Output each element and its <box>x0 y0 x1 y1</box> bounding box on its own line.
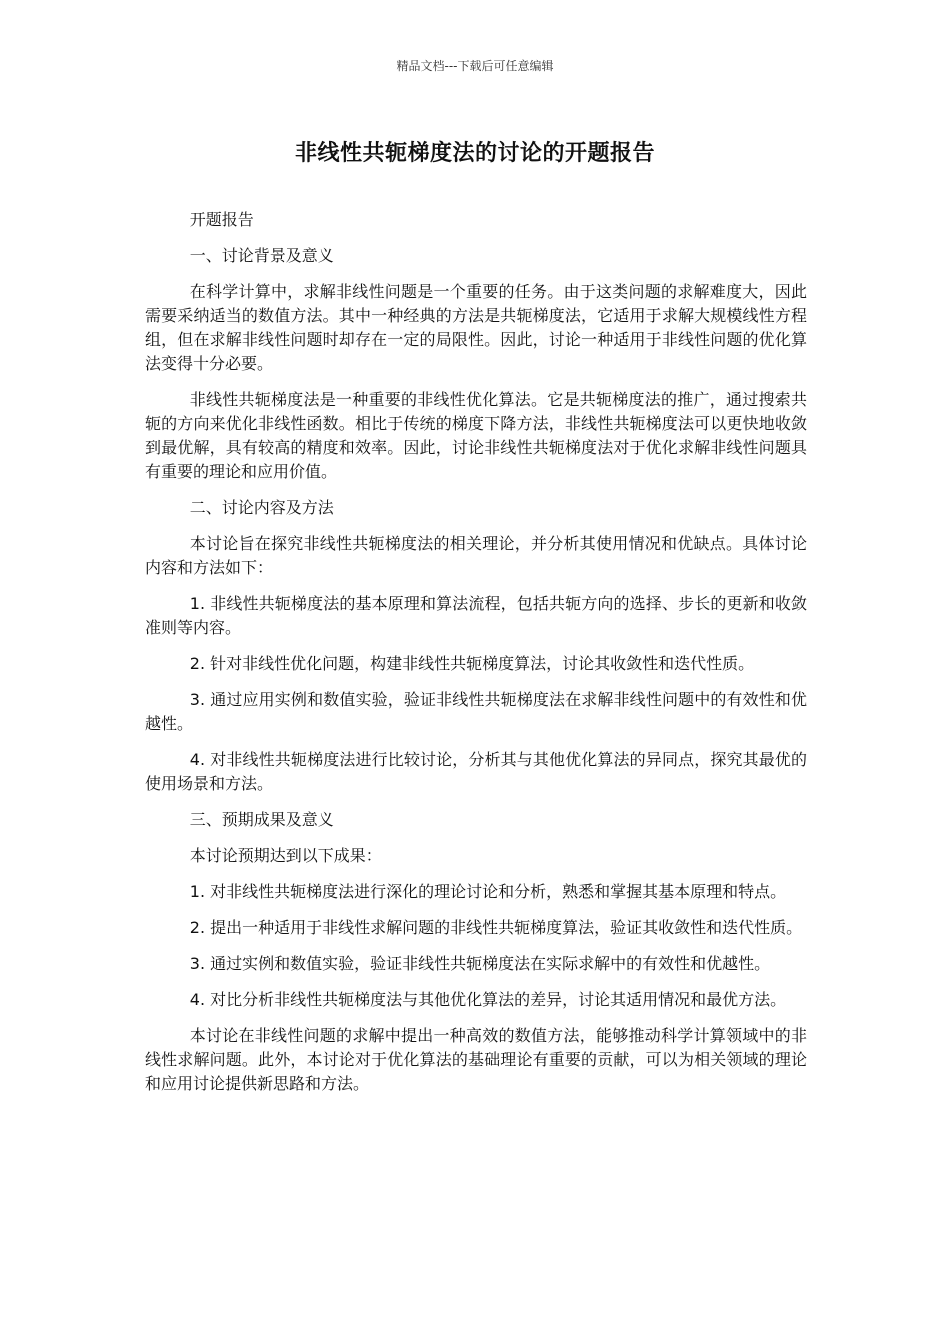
list-item: 4. 对比分析非线性共轭梯度法与其他优化算法的差异，讨论其适用情况和最优方法。 <box>189 990 787 1009</box>
list-item: 2. 提出一种适用于非线性求解问题的非线性共轭梯度算法，验证其收敛性和迭代性质。 <box>189 918 803 937</box>
section-heading-content: 二、讨论内容及方法 <box>189 498 334 517</box>
section-heading-background: 一、讨论背景及意义 <box>189 246 334 265</box>
list-item: 1. 非线性共轭梯度法的基本原理和算法流程，包括共轭方向的选择、步长的更新和收敛准则等内容。 <box>145 594 807 637</box>
paragraph: 非线性共轭梯度法是一种重要的非线性优化算法。它是共轭梯度法的推广，通过搜索共轭的方向来优化非线性函数。相比于传统的梯度下降方法，非线性共轭梯度法可以更快地收敛到最优解，具有较高的精度和效率。因此，讨论非线性共轭梯度法对于优化求解非线性问题具有重要的理论和应用价值。 <box>145 390 807 481</box>
list-item: 1. 对非线性共轭梯度法进行深化的理论讨论和分析，熟悉和掌握其基本原理和特点。 <box>189 882 787 901</box>
paragraph: 本讨论旨在探究非线性共轭梯度法的相关理论，并分析其使用情况和优缺点。具体讨论内容和方法如下： <box>145 534 807 577</box>
paragraph: 本讨论预期达到以下成果： <box>189 846 382 865</box>
paragraph-report-label: 开题报告 <box>189 210 254 229</box>
paragraph: 本讨论在非线性问题的求解中提出一种高效的数值方法，能够推动科学计算领域中的非线性求解问题。此外，本讨论对于优化算法的基础理论有重要的贡献，可以为相关领域的理论和应用讨论提供新思路和方法。 <box>145 1026 807 1093</box>
document-title: 非线性共轭梯度法的讨论的开题报告 <box>294 141 655 166</box>
document-body <box>145 208 807 1108</box>
section-heading-results: 三、预期成果及意义 <box>189 810 334 829</box>
list-item: 3. 通过应用实例和数值实验，验证非线性共轭梯度法在求解非线性问题中的有效性和优越性。 <box>145 690 807 733</box>
list-item: 2. 针对非线性优化问题，构建非线性共轭梯度算法，讨论其收敛性和迭代性质。 <box>189 654 755 673</box>
list-item: 3. 通过实例和数值实验，验证非线性共轭梯度法在实际求解中的有效性和优越性。 <box>189 954 771 973</box>
list-item: 4. 对非线性共轭梯度法进行比较讨论，分析其与其他优化算法的异同点，探究其最优的使用场景和方法。 <box>145 750 807 793</box>
paragraph: 在科学计算中，求解非线性问题是一个重要的任务。由于这类问题的求解难度大，因此需要采纳适当的数值方法。其中一种经典的方法是共轭梯度法，它适用于求解大规模线性方程组，但在求解非线性问题时却存在一定的局限性。因此，讨论一种适用于非线性问题的优化算法变得十分必要。 <box>145 282 807 373</box>
header-note: 精品文档---下载后可任意编辑 <box>396 59 554 73</box>
